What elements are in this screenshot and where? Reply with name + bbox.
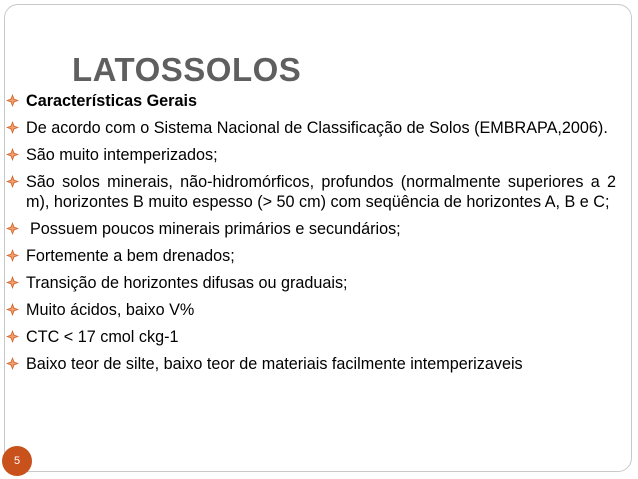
bullet-item bbox=[6, 118, 616, 138]
diamond-bullet-icon bbox=[6, 148, 19, 161]
diamond-bullet-icon bbox=[6, 249, 19, 262]
bullet-text: De acordo com o Sistema Nacional de Classificação de Solos (EMBRAPA,2006). bbox=[26, 119, 608, 137]
bullet-item bbox=[6, 145, 616, 165]
diamond-bullet-icon bbox=[6, 276, 19, 289]
diamond-bullet-icon bbox=[6, 121, 19, 134]
bullet-text: Fortemente a bem drenados; bbox=[26, 247, 235, 265]
bullet-item bbox=[6, 246, 616, 266]
diamond-bullet-icon bbox=[6, 175, 19, 188]
bullet-item bbox=[6, 327, 616, 347]
bullet-item bbox=[6, 219, 616, 239]
bullet-text: Transição de horizontes difusas ou graduais; bbox=[26, 274, 348, 292]
diamond-bullet-icon bbox=[6, 222, 19, 235]
bullet-text: Muito ácidos, baixo V% bbox=[26, 301, 195, 319]
bullet-text: CTC < 17 cmol ckg-1 bbox=[26, 328, 179, 346]
bullet-item bbox=[6, 273, 616, 293]
bullet-list bbox=[6, 91, 616, 381]
page-number-badge: 5 bbox=[2, 446, 32, 476]
bullet-text: Possuem poucos minerais primários e secundários; bbox=[30, 220, 401, 238]
bullet-text: Baixo teor de silte, baixo teor de materiais facilmente intemperizaveis bbox=[26, 355, 523, 373]
diamond-bullet-icon bbox=[6, 94, 19, 107]
bullet-text: São muito intemperizados; bbox=[26, 146, 218, 164]
diamond-bullet-icon bbox=[6, 357, 19, 370]
slide-title: LATOSSOLOS bbox=[72, 51, 302, 88]
bullet-item bbox=[6, 300, 616, 320]
bullet-item bbox=[6, 354, 616, 374]
bullet-item bbox=[6, 91, 616, 111]
diamond-bullet-icon bbox=[6, 330, 19, 343]
bullet-item bbox=[6, 172, 616, 212]
diamond-bullet-icon bbox=[6, 303, 19, 316]
bullet-text: Características Gerais bbox=[26, 92, 197, 110]
bullet-text: São solos minerais, não-hidromórficos, profundos (normalmente superiores a 2 m), horizontes B muito espesso (> 50 cm) com seqüência de horizontes A, B e C; bbox=[26, 173, 616, 211]
